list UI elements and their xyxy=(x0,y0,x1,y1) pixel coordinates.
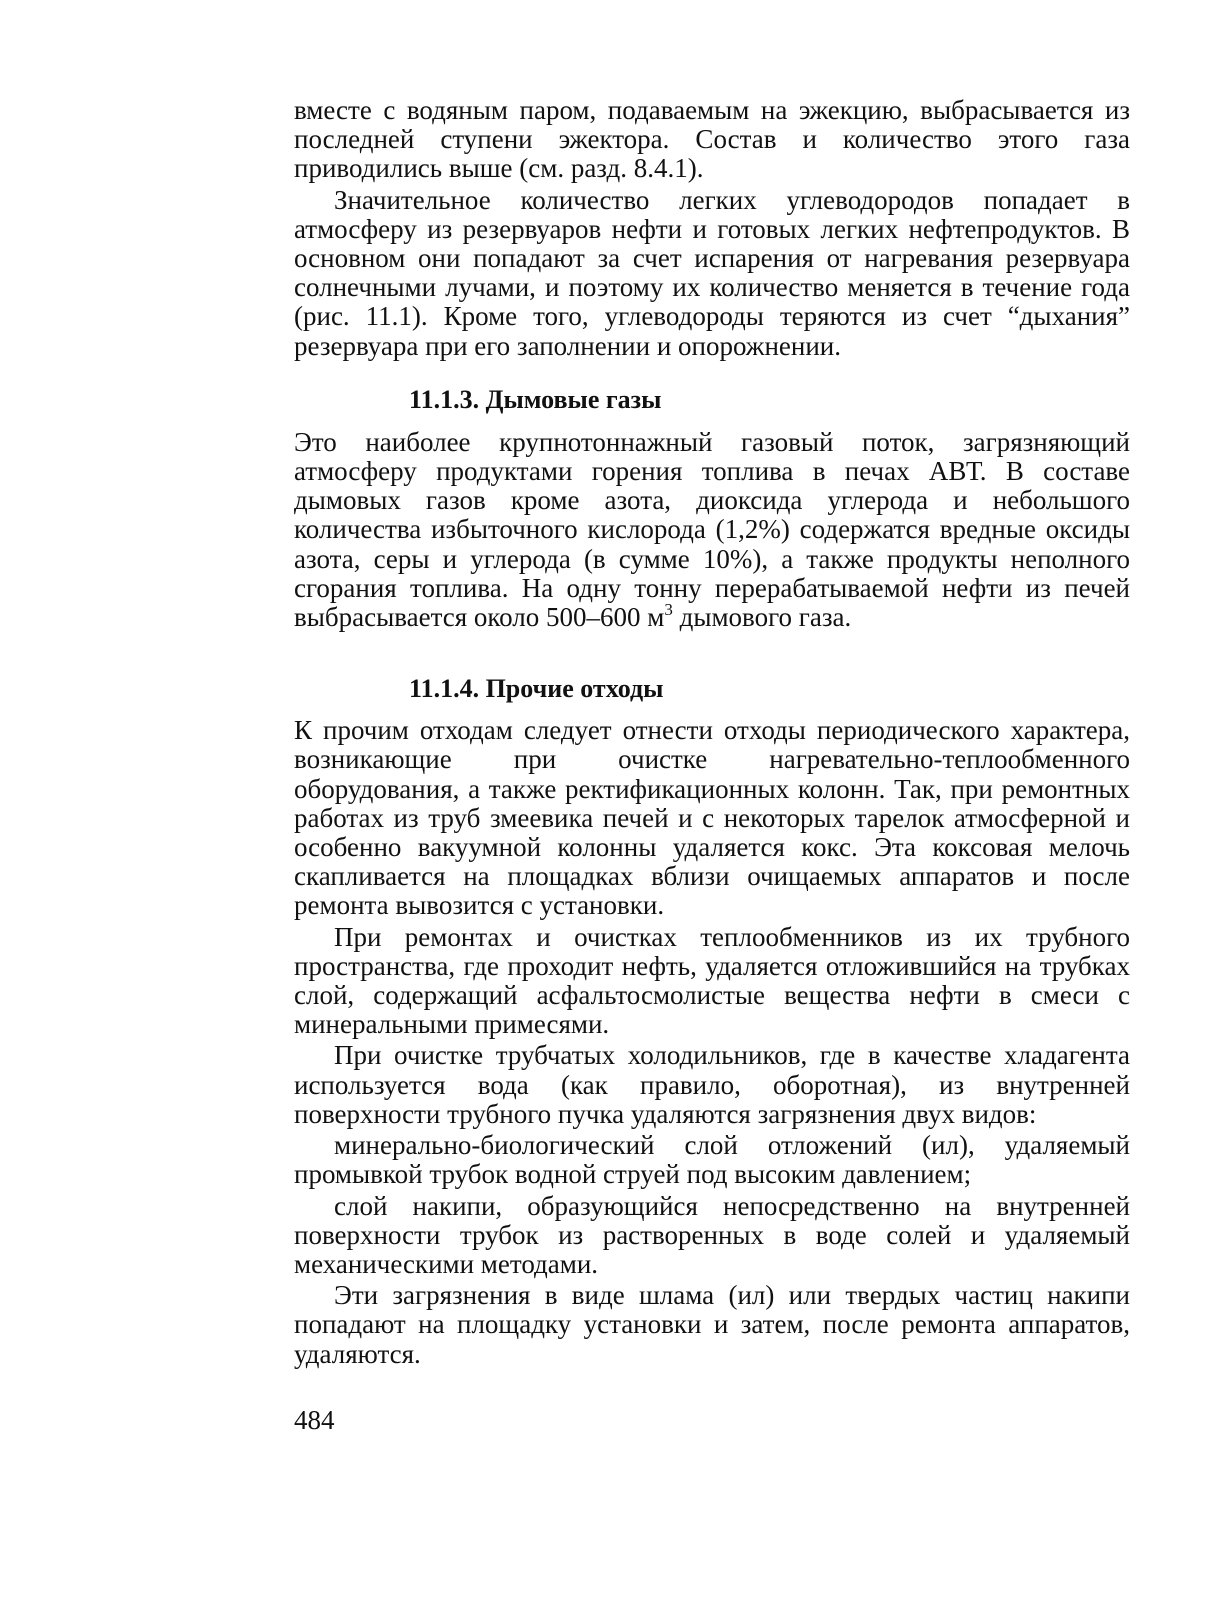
paragraph-hydrocarbons: Значительное количество легких углеводородов попадает в атмосферу из резервуаров нефти и готовых легких нефтепродуктов. В основном они попадают за счет испарения от нагревания резервуара солнечными лучами, и поэтому их количество меняется в течение года (рис. 11.1). Кроме того, углеводороды теряются из счет “дыхания” резервуара при его заполнении и опорожнении. xyxy=(294,184,1130,361)
superscript-three: 3 xyxy=(664,600,673,620)
flue-gases-text: Это наиболее крупнотоннажный газовый поток, загрязняющий атмосферу продуктами горения топлива в печах АВТ. В составе дымовых газов кроме азота, диоксида углерода и небольшого количества избыточного кислорода (1,2%) содержатся вредные оксиды азота, серы и углерода (в сумме 10%), а также продукты неполного сгорания топлива. На одну тонну перерабатываемой нефти из печей выбрасывается около 500–600 м xyxy=(294,426,1130,633)
page-number: 484 xyxy=(294,1405,335,1435)
paragraph-coolers: При очистке трубчатых холодильников, где в качестве хладагента используется вода (как правило, оборотная), из внутренней поверхности трубного пучка удаляются загрязнения двух видов: xyxy=(294,1040,1130,1129)
flue-gases-text-end: дымового газа. xyxy=(672,602,852,633)
section-heading-flue-gases: 11.1.3. Дымовые газы xyxy=(409,384,662,414)
paragraph-sludge: Эти загрязнения в виде шлама (ил) или твердых частиц накипи попадают на площадку установки и затем, после ремонта аппаратов, удаляются. xyxy=(294,1280,1130,1369)
list-item-scale: слой накипи, образующийся непосредственно на внутренней поверхности трубок из растворенных в воде солей и удаляемый механическими методами. xyxy=(294,1190,1130,1279)
paragraph-flue-gases xyxy=(294,428,1130,632)
paragraph-other-waste: К прочим отходам следует отнести отходы периодического характера, возникающие при очистке нагревательно-теплообменного оборудования, а также ректификационных колонн. Так, при ремонтных работах из труб змеевика печей и с некоторых тарелок атмосферной и особенно вакуумной колонны удаляется кокс. Эта коксовая мелочь скапливается на площадках вблизи очищаемых аппаратов и после ремонта вывозится с установки. xyxy=(294,715,1130,921)
paragraph-heat-exchangers: При ремонтах и очистках теплообменников из их трубного пространства, где проходит нефть, удаляется отложившийся на трубках слой, содержащий асфальтосмолистые вещества нефти в смеси с минеральными примесями. xyxy=(294,921,1130,1040)
paragraph-continuation: вместе с водяным паром, подаваемым на эжекцию, выбрасывается из последней ступени эжектора. Состав и количество этого газа приводились выше (см. разд. 8.4.1). xyxy=(294,95,1130,184)
list-item-sediment: минерально-биологический слой отложений (ил), удаляемый промывкой трубок водной струей под высоким давлением; xyxy=(294,1130,1130,1190)
section-heading-other-waste: 11.1.4. Прочие отходы xyxy=(409,674,664,704)
page-text xyxy=(294,96,1130,1369)
